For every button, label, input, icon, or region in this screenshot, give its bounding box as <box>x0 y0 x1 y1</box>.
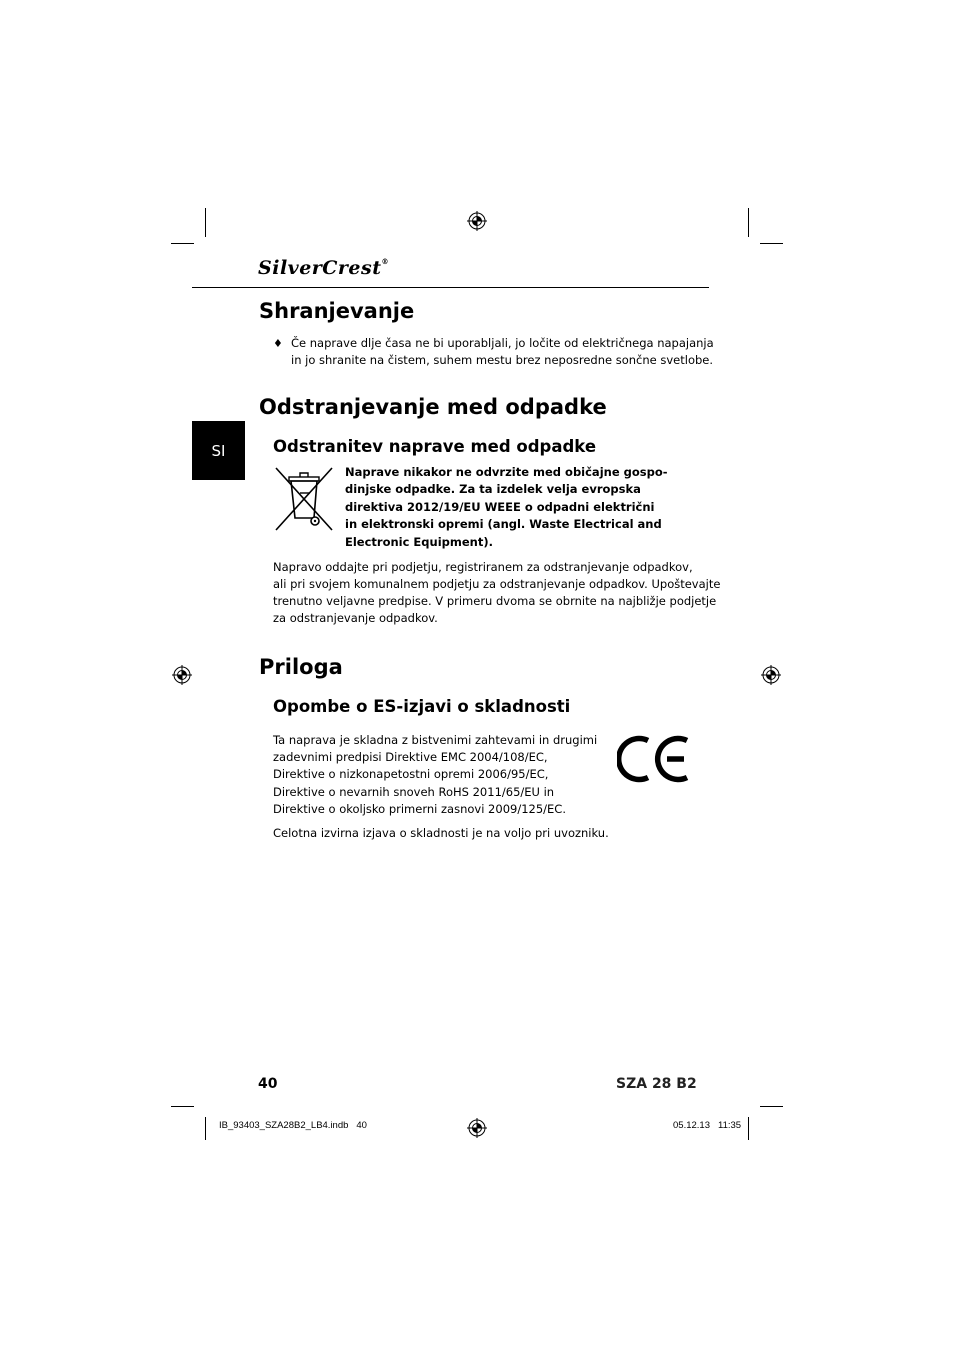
brand-logo <box>258 257 389 279</box>
storage-line: in jo shranite na čistem, suhem mestu brez neposredne sončne svetlobe. <box>291 353 714 367</box>
model-number: SZA 28 B2 <box>616 1076 697 1092</box>
crop-mark <box>760 1106 783 1107</box>
subsection-title-disposal: Odstranitev naprave med odpadke <box>273 437 597 456</box>
language-tab-label: SI <box>211 441 226 460</box>
registration-mark-icon <box>467 211 487 231</box>
conformity-line: Ta naprava je skladna z bistvenimi zahtevami in drugimi <box>273 733 598 747</box>
conformity-line: Direktive o nevarnih snoveh RoHS 2011/65/EU in <box>273 785 555 799</box>
registration-mark-icon <box>761 665 781 685</box>
disposal-text-line: za odstranjevanje odpadkov. <box>273 611 438 625</box>
print-slug-date: 05.12.13 <box>673 1120 710 1131</box>
disposal-warning-line: Naprave nikakor ne odvrzite med običajne gospo- <box>345 465 668 479</box>
section-title-appendix: Priloga <box>259 655 343 679</box>
crop-mark <box>760 243 783 244</box>
header-rule <box>192 287 709 288</box>
page-number: 40 <box>258 1076 278 1092</box>
crossed-out-wheelie-bin-icon <box>273 465 335 533</box>
brand-name: SilverCrest <box>258 257 382 279</box>
conformity-note: Celotna izvirna izjava o skladnosti je na voljo pri uvozniku. <box>273 826 609 840</box>
disposal-text-line: Napravo oddajte pri podjetju, registriranem za odstranjevanje odpadkov, <box>273 560 693 574</box>
registration-mark-icon <box>172 665 192 685</box>
bullet-icon: ♦ <box>273 337 283 350</box>
conformity-line: zadevnimi predpisi Direktive EMC 2004/108/EC, <box>273 750 548 764</box>
section-title-disposal: Odstranjevanje med odpadke <box>259 395 607 419</box>
crop-mark <box>748 208 749 237</box>
subsection-title-conformity: Opombe o ES-izjavi o skladnosti <box>273 697 571 716</box>
disposal-warning-line: Electronic Equipment). <box>345 535 493 549</box>
storage-line: Če naprave dlje časa ne bi uporabljali, jo ločite od električnega napajanja <box>291 336 714 350</box>
disposal-warning-line: dinjske odpadke. Za ta izdelek velja evropska <box>345 482 641 496</box>
language-tab <box>192 421 245 480</box>
conformity-line: Direktive o nizkonapetostni opremi 2006/95/EC, <box>273 767 549 781</box>
disposal-text-line: trenutno veljavne predpise. V primeru dvoma se obrnite na najbližje podjetje <box>273 594 717 608</box>
print-slug-file: IB_93403_SZA28B2_LB4.indb 40 <box>219 1120 367 1131</box>
registration-mark-icon <box>467 1118 487 1138</box>
disposal-text-line: ali pri svojem komunalnem podjetju za odstranjevanje odpadkov. Upoštevajte <box>273 577 721 591</box>
ce-mark-icon <box>617 733 691 785</box>
crop-mark <box>171 243 194 244</box>
crop-mark <box>205 208 206 237</box>
trademark-symbol: ® <box>381 257 389 266</box>
section-title-storage: Shranjevanje <box>259 299 415 323</box>
crop-mark <box>205 1117 206 1140</box>
disposal-warning-line: direktiva 2012/19/EU WEEE o odpadni električni <box>345 500 655 514</box>
crop-mark <box>748 1117 749 1140</box>
disposal-warning-line: in elektronski opremi (angl. Waste Electrical and <box>345 517 662 531</box>
print-slug-time: 11:35 <box>718 1120 742 1131</box>
crop-mark <box>171 1106 194 1107</box>
conformity-line: Direktive o okoljsko primerni zasnovi 2009/125/EC. <box>273 802 566 816</box>
